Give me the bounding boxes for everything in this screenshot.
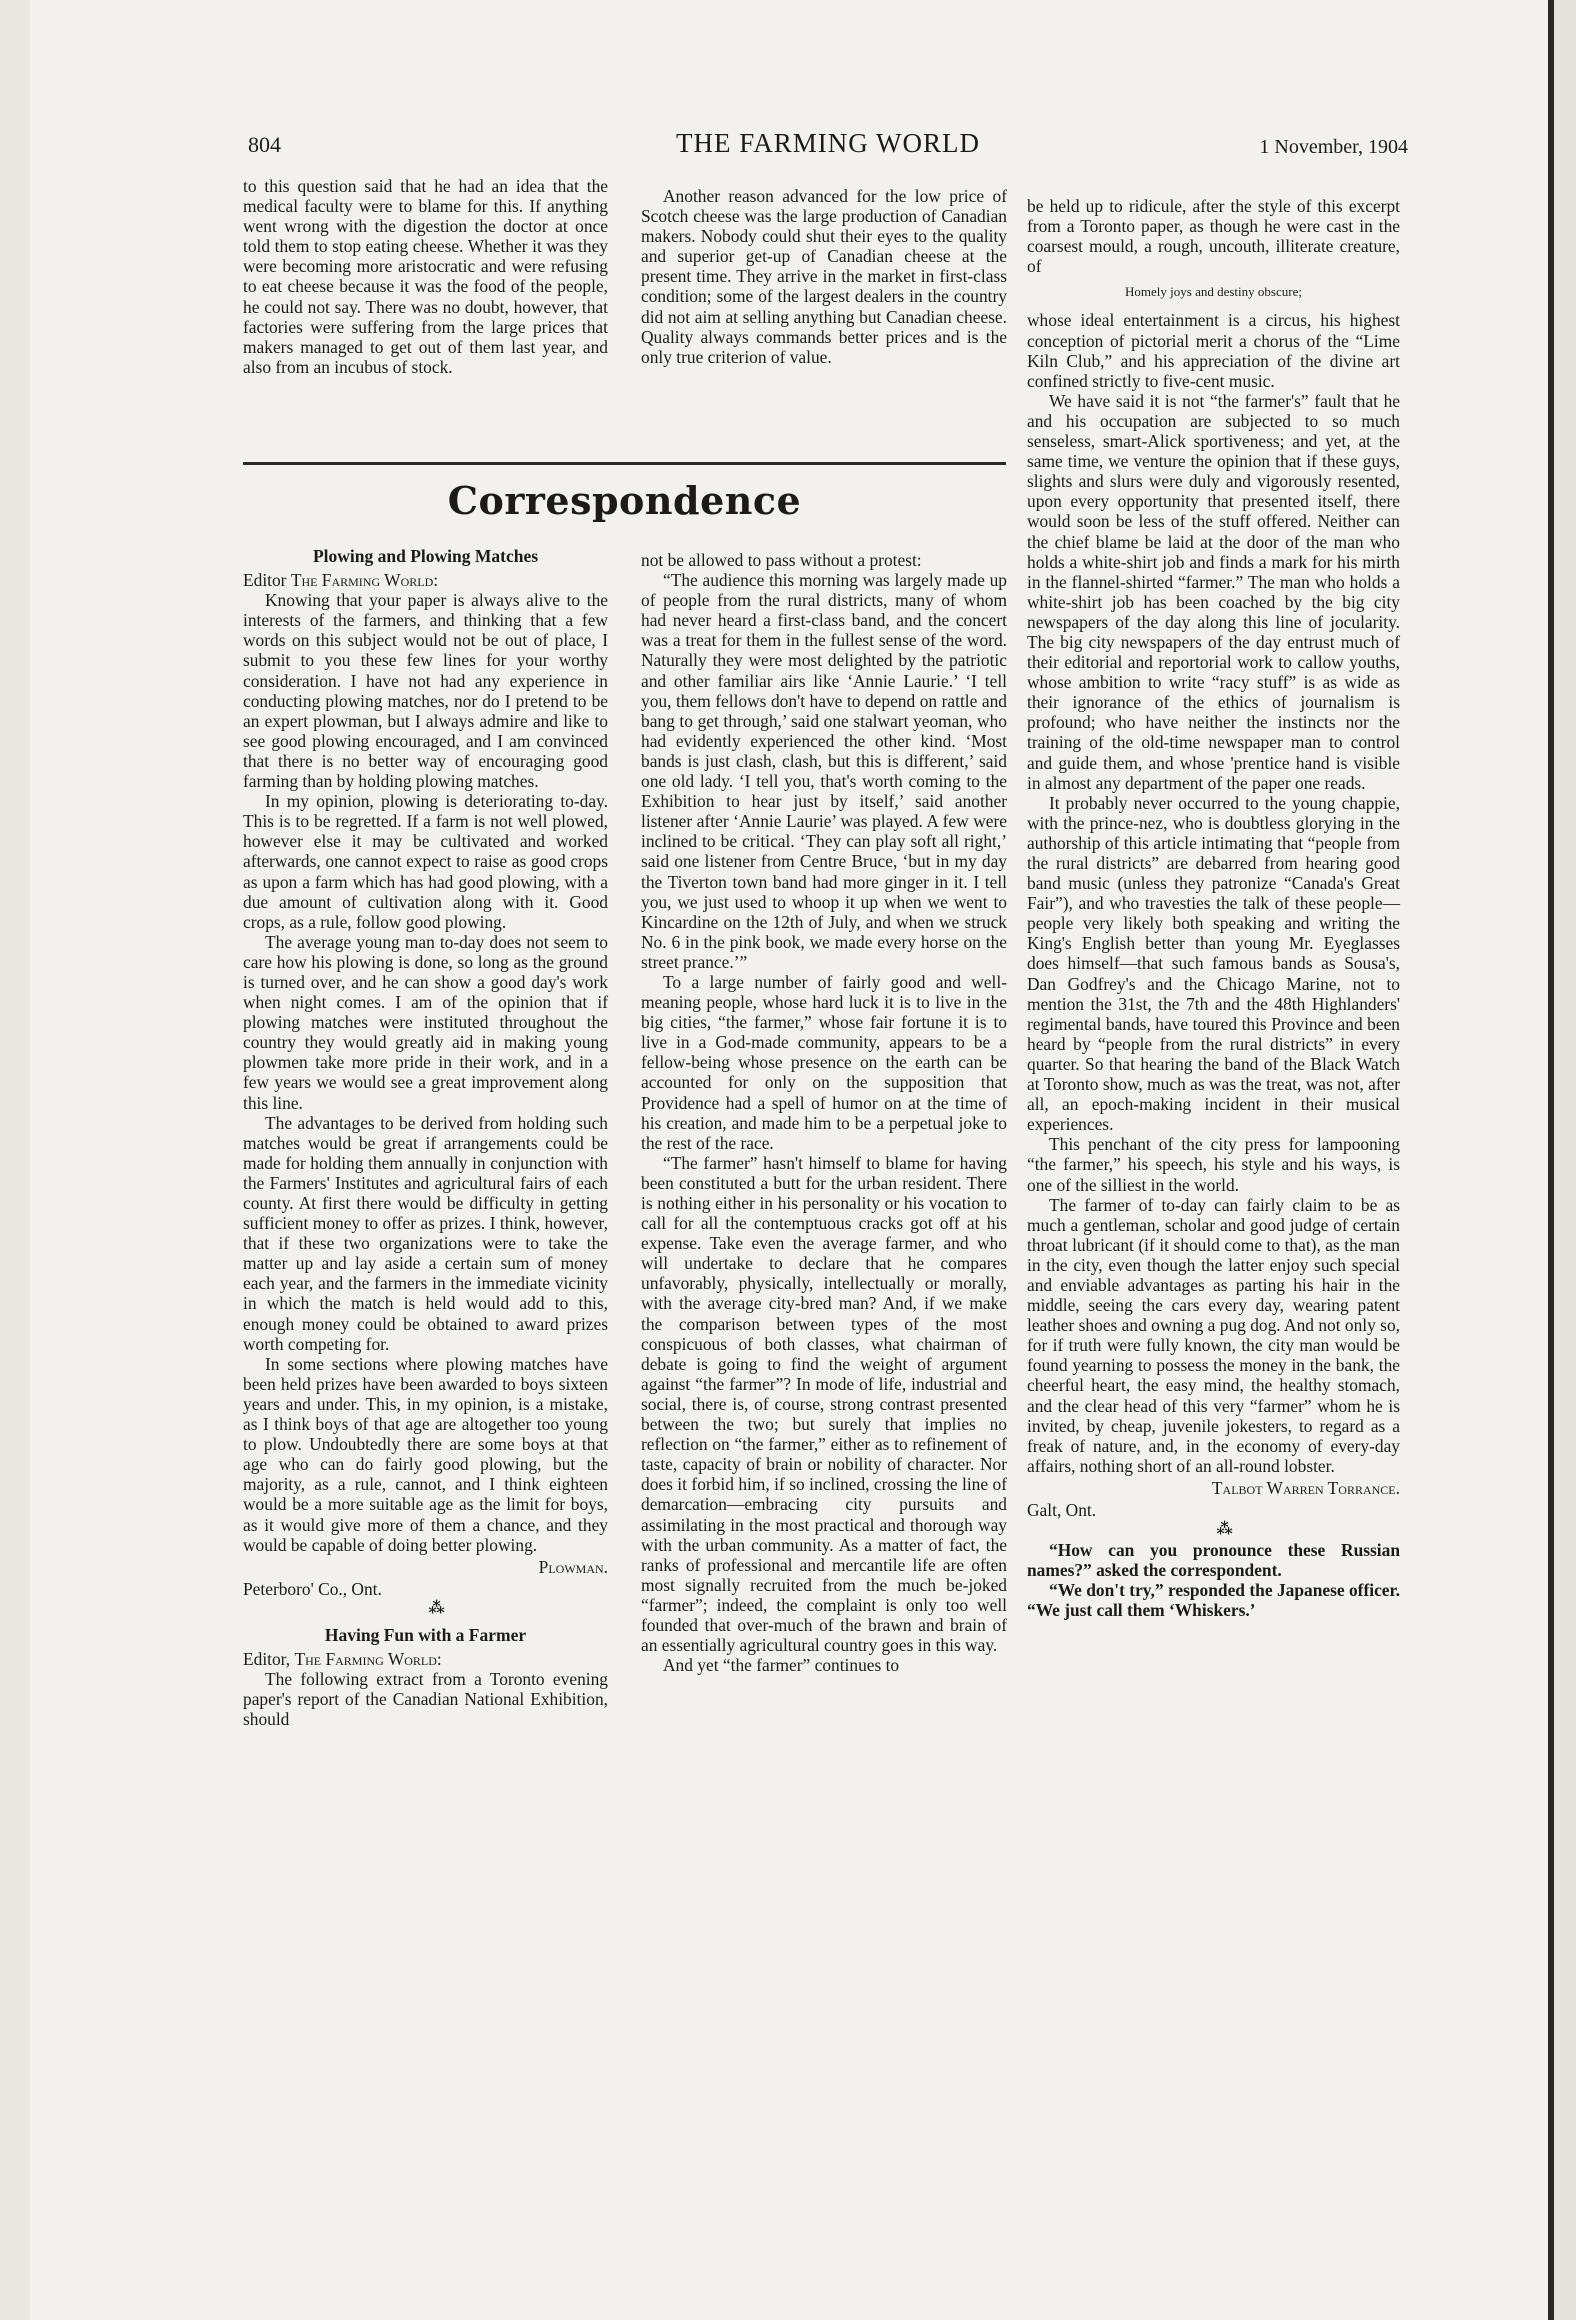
letter-byline bbox=[243, 1649, 608, 1669]
fun-paragraph: We have said it is not “the farmer's” fault that he and his occupation are subjected to so much senseless, smart-Alick sportiveness; and yet, at the same time, we venture the opinion that if these guys, slights and slurs were duly and vigorously resented, upon every opportunity that presented itself, there would soon be less of the stuff offered. Neither can the chief blame be laid at the door of the man who holds a white-shirt job and finds a mark for his mirth in the flannel-shirted “farmer.” The man who holds a white-shirt job has been coached by the big city newspapers of the day along this line of jocularity. The big city newspapers of the day entrust much of their editorial and reportorial work to callow youths, whose ambition to write “racy stuff” is as wide as their ignorance of the ethics of journalism is profound; who have neither the instincts nor the training of the old-time newspaper man to control and guide them, and whose 'prentice hand is visible in almost any department of the paper one reads. bbox=[1027, 390, 1400, 793]
section-divider bbox=[243, 462, 1006, 465]
letter-place: Peterboro' Co., Ont. bbox=[243, 1578, 382, 1599]
plowing-paragraph: Knowing that your paper is always alive to the interests of the farmers, and thinking that a few words on this subject would not be out of place, I submit to you these few lines for your worthy consideration. I have not had any experience in conducting plowing matches, nor do I pretend to be an expert plowman, but I always admire and like to see good plowing encouraged, and I am convinced that there is no better way of encouraging good farming than by holding plowing matches. bbox=[243, 590, 608, 792]
fun-intro-paragraph: The following extract from a Toronto evening paper's report of the Canadian National Exhibition, should bbox=[243, 1669, 608, 1730]
fun-paragraph: It probably never occurred to the young chappie, with the prince-nez, who is doubtless glorying in the authorship of this article intimating that “people from the rural districts” are debarred from hearing good band music (unless they patronize “Canada's Great Fair”), and who travesties the talk of these people—people very likely both speaking and writing the King's English better than young Mr. Eyeglasses does himself—that such famous bands as Sousa's, Dan Godfrey's and the Chicago Marine, not to mention the 31st, the 7th and the 48th Highlanders' regimental bands, have toured this Province and been heard by “people from the rural districts” in every quarter. So that hearing the band of the Black Watch at Toronto show, much as was the treat, was not, after all, an epoch-making incident in their musical experiences. bbox=[1027, 792, 1400, 1135]
fun-paragraph: not be allowed to pass without a protest: bbox=[641, 550, 922, 570]
section-title: Correspondence bbox=[447, 478, 802, 523]
page-header bbox=[248, 128, 1408, 168]
fun-paragraph: This penchant of the city press for lampooning “the farmer,” his speech, his style and his ways, is one of the silliest in the world. bbox=[1027, 1134, 1400, 1195]
plowing-paragraph: The advantages to be derived from holding such matches would be great if arrangements could be made for holding them annually in conjunction with the Farmers' Institutes and agricultural fairs of each county. At first there would be difficulty in getting sufficient money to offer as prizes. I think, however, that if these two organizations were to take the matter up and lay aside a certain sum of money each year, and the farmers in the immediate vicinity in which the match is held would add to this, enough money could be obtained to award prizes worth competing for. bbox=[243, 1112, 608, 1354]
fleuron-ornament: ⁂ bbox=[1216, 1521, 1233, 1539]
fleuron-ornament: ⁂ bbox=[428, 1599, 445, 1617]
issue-date: 1 November, 1904 bbox=[1259, 136, 1408, 158]
byline-prefix: Editor bbox=[243, 570, 287, 591]
letter-signature: Talbot Warren Torrance. bbox=[1211, 1477, 1400, 1498]
plowing-paragraph: In my opinion, plowing is deteriorating to-day. This is to be regretted. If a farm is not well plowed, however else it may be cultivated and worked afterwards, one cannot expect to raise as good crops as upon a farm which has had good plowing, with a due amount of cultivation along with it. Good crops, as a rule, follow good plowing. bbox=[243, 791, 608, 932]
top-column-1 bbox=[243, 176, 608, 377]
plowing-paragraph: The average young man to-day does not seem to care how his plowing is done, so long as the ground is turned over, and he can show a good day's work when night comes. I am of the opinion that if plowing matches were instituted throughout the country they would greatly aid in making young plowmen take more pride in their work, and in a few years we would see a great improvement along this line. bbox=[243, 931, 608, 1113]
body-column-3 bbox=[1027, 196, 1400, 1621]
fun-paragraph: whose ideal entertainment is a circus, his highest conception of pictorial merit a chorus of the “Lime Kiln Club,” and his appreciation of the divine art confined strictly to five-cent music. bbox=[1027, 310, 1400, 391]
top-column-2 bbox=[641, 186, 1007, 367]
adjacent-page-edge bbox=[1554, 0, 1576, 2320]
letter-signature: Plowman. bbox=[538, 1556, 608, 1577]
anecdote-line: “We don't try,” responded the Japanese officer. “We just call them ‘Whiskers.’ bbox=[1027, 1580, 1400, 1621]
letter-place: Galt, Ont. bbox=[1027, 1500, 1097, 1520]
verse-quote: Homely joys and destiny obscure; bbox=[1125, 284, 1302, 300]
cheese-paragraph-2: Another reason advanced for the low price of Scotch cheese was the large production of Canadian makers. Nobody could shut their eyes to the quality and superior get-up of Canadian cheese at the present time. They arrive in the market in first-class condition; some of the largest dealers in the country did not aim at selling anything but Canadian cheese. Quality always commands better prices and is the only true criterion of value. bbox=[641, 186, 1007, 367]
letter-title-fun: Having Fun with a Farmer bbox=[324, 1624, 527, 1645]
fun-paragraph: “The farmer” hasn't himself to blame for having been constituted a butt for the urban resident. There is nothing either in his personality or his vocation to call for all the contemptuous cracks got off at his expense. Take even the average farmer, and who will undertake to declare that he compares unfavorably, physically, intellectually or morally, with the average city-bred man? And, if we make the comparison between types of the most conspicuous of both classes, what chairman of debate is going to find the weight of argument against “the farmer”? In mode of life, industrial and social, there is, of course, strong contrast presented between the two; but surely that implies no reflection on “the farmer,” either as to refinement of taste, capacity of brain or nobility of character. Nor does it forbid him, if so inclined, crossing the line of demarcation—embracing city pursuits and assimilating in the most practical and thorough way with the urban community. As a matter of fact, the ranks of professional and mercantile life are often most signally recruited from the much be-joked “farmer”; indeed, the complaint is only too well founded that over-much of the brawn and brain of an essentially agricultural country goes in this way. bbox=[641, 1152, 1007, 1656]
fun-paragraph: “The audience this morning was largely made up of people from the rural districts, many of whom had never heard a first-class band, and the concert was a treat for them in the fullest sense of the word. Naturally they were most delighted by the patriotic and other familiar airs like ‘Annie Laurie.’ ‘I tell you, them fellows don't have to depend on rattle and bang to get through,’ said one stalwart yeoman, who had evidently experienced the other kind. ‘Most bands is just clash, clash, but this is different,’ said one old lady. ‘I tell you, that's worth coming to the Exhibition to hear just by itself,’ said another listener after ‘Annie Laurie’ was played. A few were inclined to be critical. ‘They can play soft all right,’ said one listener from Centre Bruce, ‘but in my day the Tiverton town band had more ginger in it. I tell you, we just used to whoop it up when we went to Kincardine on the 12th of July, and when we struck No. 6 in the pink book, we made every horse on the street prance.’” bbox=[641, 570, 1007, 972]
letter-byline bbox=[243, 570, 608, 590]
fun-paragraph: And yet “the farmer” continues to bbox=[663, 1655, 900, 1676]
fun-paragraph: To a large number of fairly good and well-meaning people, whose hard luck it is to live in the big cities, “the farmer,” whose fair fortune it is to live in a God-made community, appears to be a fellow-being whose presence on the earth can be accounted for only on the supposition that Providence had a spell of humor on at the time of his creation, and made him to be a perpetual joke to the rest of the race. bbox=[641, 971, 1007, 1153]
byline-name: The Farming World: bbox=[290, 570, 439, 591]
letter-title-plowing: Plowing and Plowing Matches bbox=[312, 546, 539, 566]
body-column-2 bbox=[641, 550, 1007, 1675]
body-column-1 bbox=[243, 540, 608, 1729]
anecdote-line: “How can you pronounce these Russian names?” asked the correspondent. bbox=[1027, 1540, 1400, 1581]
fun-paragraph: The farmer of to-day can fairly claim to be as much a gentleman, scholar and good judge of certain throat lubricant (if it should come to that), as the man in the city, even though the latter enjoy such special and enviable advantages as parting his hair in the middle, seeing the cars every day, wearing patent leather shoes and owning a pug dog. And not only so, for if truth were fully known, the city man would be found yearning to possess the money in the bank, the cheerful heart, the easy mind, the healthy stomach, and the clear head of this very “farmer” whom he is invited, by cheap, juvenile jokesters, to regard as a freak of nature, and, in the economy of every-day affairs, nothing short of an all-round lobster. bbox=[1027, 1194, 1400, 1476]
journal-title: THE FARMING WORLD bbox=[676, 128, 980, 158]
cheese-paragraph-1: to this question said that he had an idea that the medical faculty were to blame for this. If anything went wrong with the digestion the doctor at once told them to stop eating cheese. Whether it was they were becoming more aristocratic and were refusing to eat cheese because it was the food of the people, he could not say. There was no doubt, however, that factories were suffering from the large prices that makers managed to get out of them last year, and also from an incubus of stock. bbox=[243, 176, 608, 377]
byline-name: The Farming World: bbox=[294, 1649, 442, 1670]
page-number: 804 bbox=[248, 132, 281, 157]
fun-paragraph: be held up to ridicule, after the style of this excerpt from a Toronto paper, as though he were cast in the coarsest mould, a rough, uncouth, illiterate creature, of bbox=[1027, 196, 1400, 277]
plowing-paragraph: In some sections where plowing matches have been held prizes have been awarded to boys sixteen years and under. This, in my opinion, is a mistake, as I think boys of that age are altogether too young to plow. Undoubtedly there are some boys at that age who can do fairly good plowing, but the majority, as a rule, cannot, and I think eighteen would be a more suitable age as the limit for boys, as it would give more of them a chance, and they would be capable of doing better plowing. bbox=[243, 1353, 608, 1555]
byline-prefix: Editor, bbox=[243, 1649, 291, 1670]
